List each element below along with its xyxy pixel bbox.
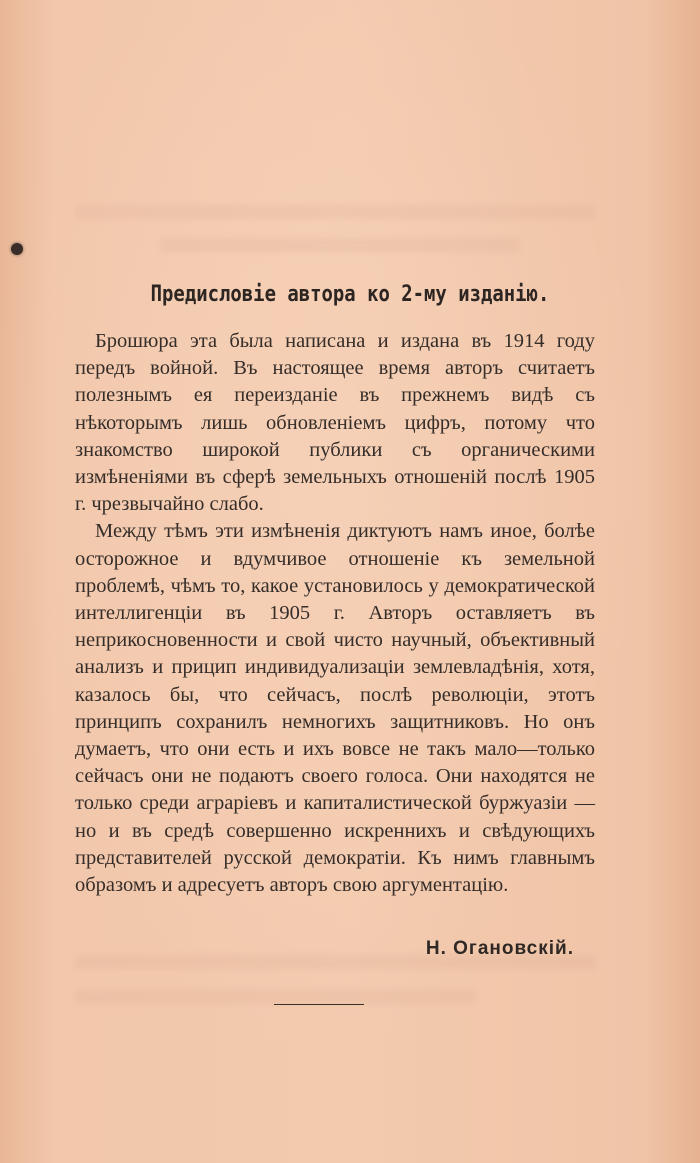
bleed-through-shadow bbox=[75, 205, 595, 219]
author-signature: Н. Огановскій. bbox=[425, 938, 574, 959]
preface-heading: Предисловіе автора ко 2-му изданію. bbox=[150, 282, 550, 307]
ink-spot bbox=[11, 243, 23, 255]
preface-paragraph-1: Брошюра эта была написана и издана въ 1914 году передъ войной. Въ настоящее время авторъ считаетъ полезнымъ ея переизданіе въ прежнемъ видѣ съ нѣкоторымъ лишь обновленіемъ цифръ, потому что знакомство широкой публики съ органическими измѣненіями въ сферѣ земельныхъ отношеній послѣ 1905 г. чрезвычайно слабо. bbox=[75, 330, 595, 516]
preface-body bbox=[75, 328, 595, 899]
preface-paragraph-2: Между тѣмъ эти измѣненія диктуютъ намъ иное, болѣе осторожное и вдумчивое отношеніе къ земельной проблемѣ, чѣмъ то, какое установилось у демократической интеллигенціи въ 1905 г. Авторъ оставляетъ въ неприкосновенности и свой чисто научный, объективный анализъ и прицип индивидуализаціи землевладѣнія, хотя, казалось бы, что сейчасъ, послѣ революціи, этотъ принципъ сохранилъ немногихъ защитниковъ. Но онъ думаетъ, что они есть и ихъ вовсе не такъ мало—только сейчасъ они не подаютъ своего голоса. Они находятся не только среди аграріевъ и капиталистической буржуазіи — но и въ средѣ совершенно искреннихъ и свѣдующихъ представителей русской демократіи. Къ нимъ главнымъ образомъ и адресуетъ авторъ свою аргументацію. bbox=[75, 520, 595, 897]
bleed-through-shadow bbox=[160, 238, 520, 252]
bleed-through-shadow bbox=[75, 990, 475, 1004]
closing-rule bbox=[274, 1004, 364, 1005]
